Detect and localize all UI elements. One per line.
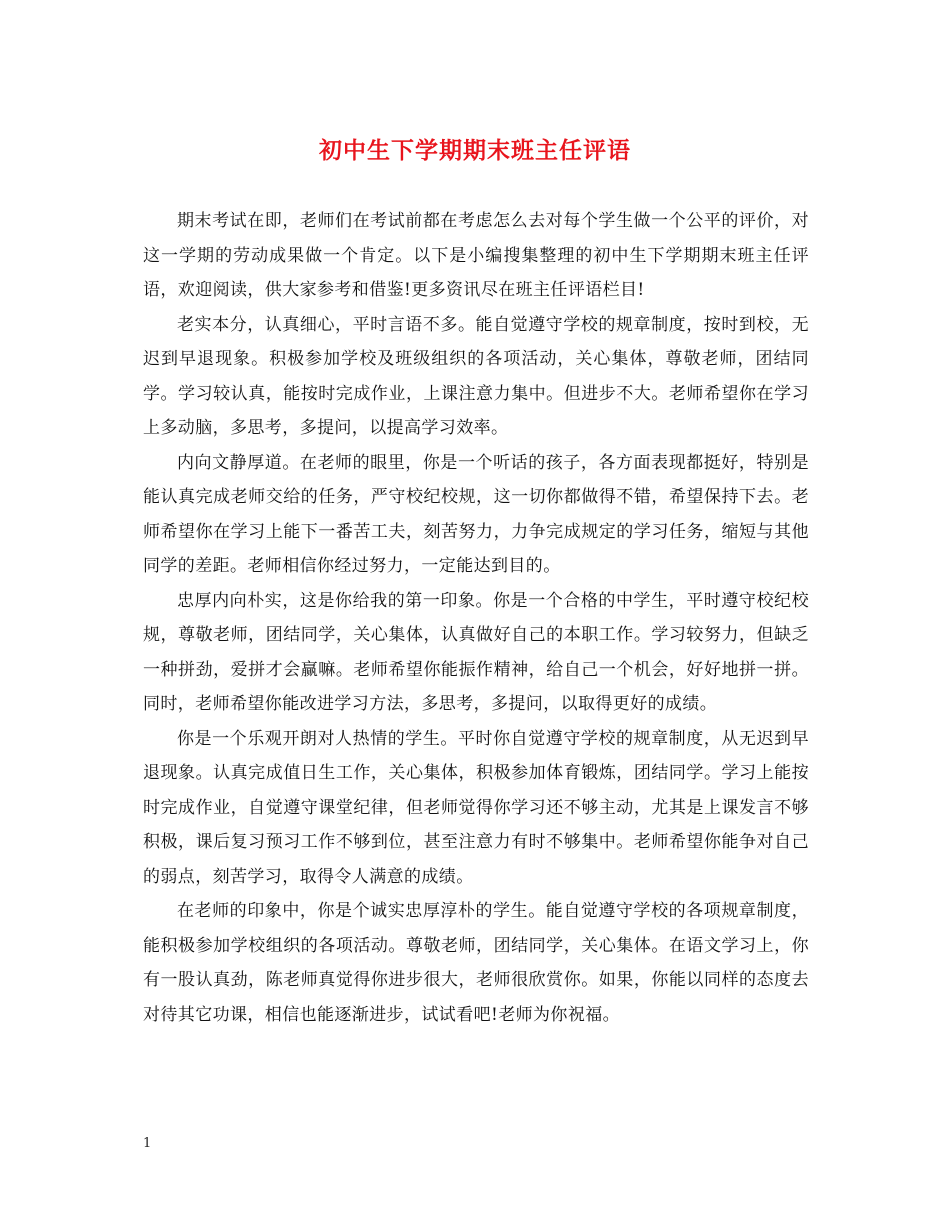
paragraph-comment-1: 老实本分，认真细心，平时言语不多。能自觉遵守学校的规章制度，按时到校，无迟到早退现象。积极参加学校及班级组织的各项活动，关心集体，尊敬老师，团结同学。学习较认真，能按时完成作业，上课注意力集中。但进步不大。老师希望你在学习上多动脑，多思考，多提问，以提高学习效率。 — [143, 314, 809, 438]
document-title: 初中生下学期期末班主任评语 — [319, 137, 631, 164]
document-body — [143, 204, 809, 1032]
paragraph-comment-2: 内向文静厚道。在老师的眼里，你是一个听话的孩子，各方面表现都挺好，特别是能认真完成老师交给的任务，严守校纪校规，这一切你都做得不错，希望保持下去。老师希望你在学习上能下一番苦工夫，刻苦努力，力争完成规定的学习任务，缩短与其他同学的差距。老师相信你经过努力，一定能达到目的。 — [143, 452, 809, 576]
paragraph-comment-3: 忠厚内向朴实，这是你给我的第一印象。你是一个合格的中学生，平时遵守校纪校规，尊敬老师，团结同学，关心集体，认真做好自己的本职工作。学习较努力，但缺乏一种拼劲，爱拼才会赢嘛。老师希望你能振作精神，给自己一个机会，好好地拼一拼。同时，老师希望你能改进学习方法，多思考，多提问，以取得更好的成绩。 — [143, 590, 809, 714]
page-number: 1 — [143, 1136, 152, 1151]
paragraph-comment-5: 在老师的印象中，你是个诚实忠厚淳朴的学生。能自觉遵守学校的各项规章制度，能积极参加学校组织的各项活动。尊敬老师，团结同学，关心集体。在语文学习上，你有一股认真劲，陈老师真觉得你进步很大，老师很欣赏你。如果，你能以同样的态度去对待其它功课，相信也能逐渐进步，试试看吧!老师为你祝福。 — [143, 901, 809, 1025]
paragraph-comment-4: 你是一个乐观开朗对人热情的学生。平时你自觉遵守学校的规章制度，从无迟到早退现象。认真完成值日生工作，关心集体，积极参加体育锻炼，团结同学。学习上能按时完成作业，自觉遵守课堂纪律，但老师觉得你学习还不够主动，尤其是上课发言不够积极，课后复习预习工作不够到位，甚至注意力有时不够集中。老师希望你能争对自己的弱点，刻苦学习，取得令人满意的成绩。 — [143, 728, 809, 887]
paragraph-intro: 期末考试在即，老师们在考试前都在考虑怎么去对每个学生做一个公平的评价，对这一学期的劳动成果做一个肯定。以下是小编搜集整理的初中生下学期期末班主任评语，欢迎阅读，供大家参考和借鉴!更多资讯尽在班主任评语栏目! — [143, 211, 809, 300]
